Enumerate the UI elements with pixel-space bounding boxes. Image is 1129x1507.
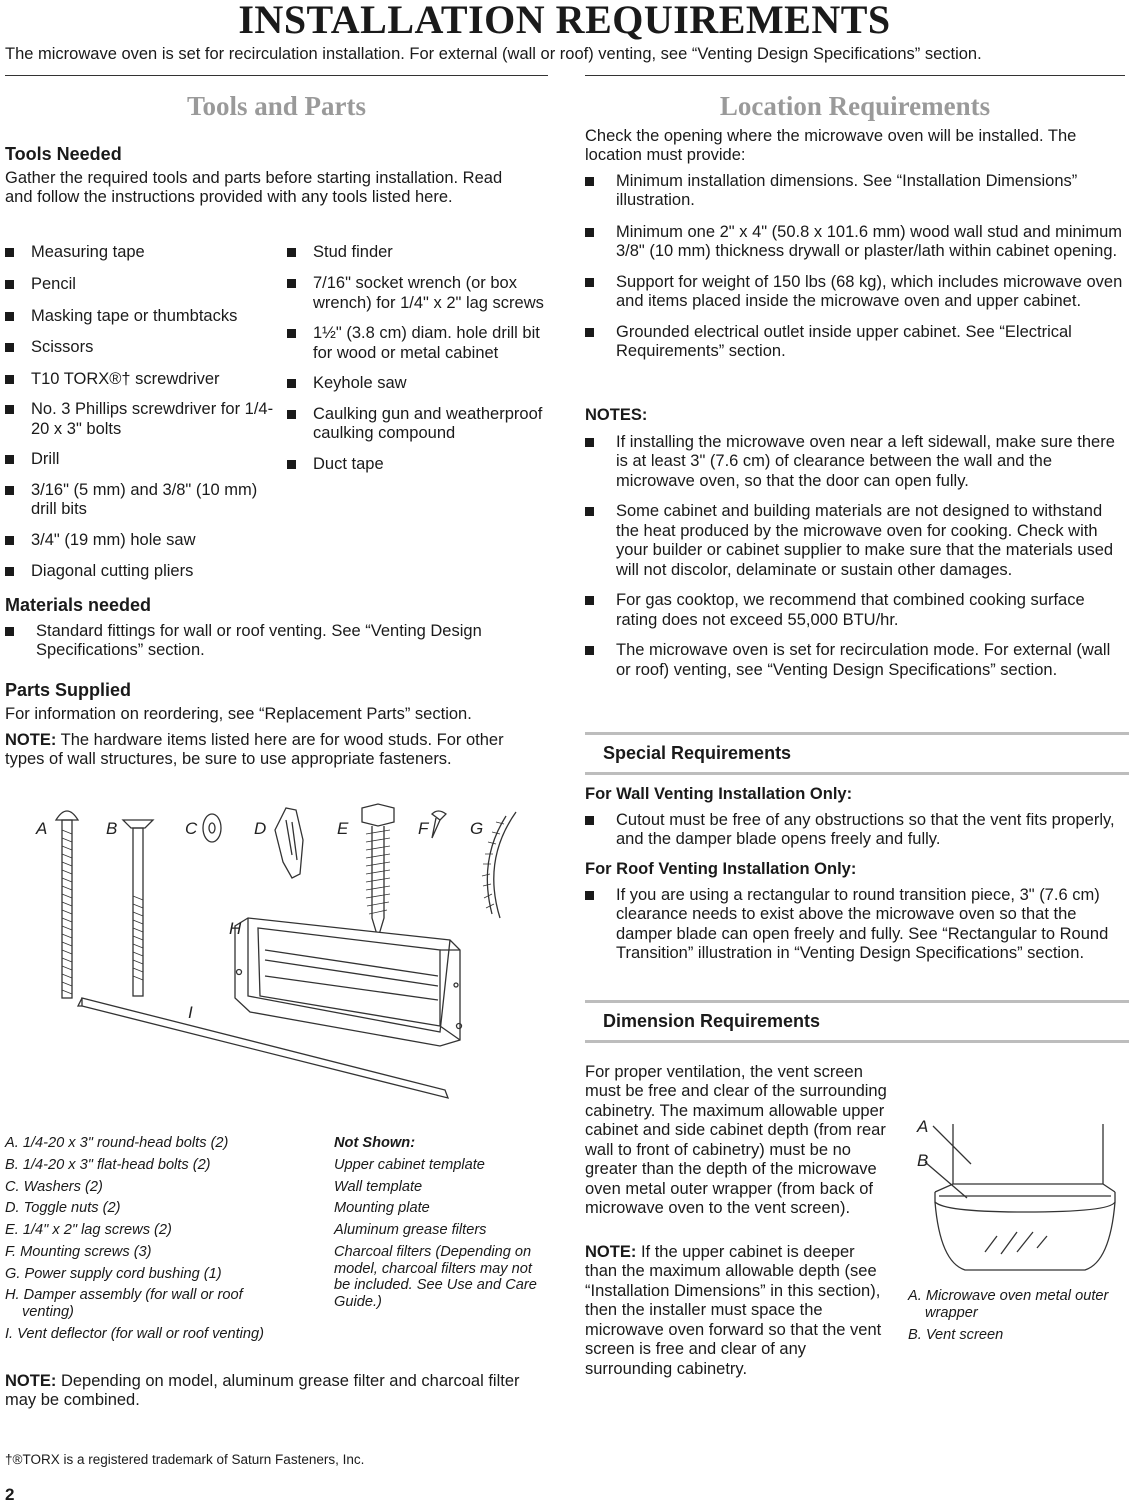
footnote: †®TORX is a registered trademark of Saturn Fasteners, Inc. — [5, 1452, 365, 1467]
fig-letter-d: D — [254, 819, 267, 838]
legend-item: D. Toggle nuts (2) — [5, 1200, 121, 1217]
legend-item: B. 1/4-20 x 3" flat-head bolts (2) — [5, 1156, 211, 1173]
note-label: NOTE: — [585, 1243, 637, 1261]
wall-venting-list — [585, 811, 1127, 861]
legend-item: A. Microwave oven metal outer wrapper — [908, 1288, 1109, 1321]
list-item: Drill — [5, 450, 275, 469]
fig-letter-h: H — [229, 919, 242, 938]
parts-note — [5, 731, 535, 770]
page-title: INSTALLATION REQUIREMENTS — [238, 0, 891, 42]
list-item: Grounded electrical outlet inside upper cabinet. See “Electrical Requirements” section. — [585, 323, 1127, 362]
not-shown-title: Not Shown: — [334, 1135, 416, 1151]
fig-letter-e: E — [337, 819, 349, 838]
legend-item: B. Vent screen — [908, 1326, 1004, 1343]
dimension-legend — [908, 1288, 1123, 1343]
tools-list-col2 — [287, 243, 549, 485]
note-label: NOTE: — [5, 1372, 57, 1390]
list-item: The microwave oven is set for recirculation mode. For external (wall or roof) venting, see “Venting Design Specifications” section. — [585, 641, 1127, 680]
list-item: Masking tape or thumbtacks — [5, 307, 275, 326]
parts-note-2 — [5, 1372, 548, 1411]
microwave-illustration — [905, 1112, 1125, 1282]
list-item: No. 3 Phillips screwdriver for 1/4-20 x 3" bolts — [5, 400, 275, 439]
list-item: Minimum one 2" x 4" (50.8 x 101.6 mm) wood wall stud and minimum 3/8" (10 mm) thickness drywall or plaster/lath within cabinet opening. — [585, 223, 1127, 262]
dimension-note — [585, 1243, 890, 1379]
legend-item: A. 1/4-20 x 3" round-head bolts (2) — [5, 1135, 229, 1151]
list-item: 3/4" (19 mm) hole saw — [5, 531, 275, 550]
legend-item: Aluminum grease filters — [334, 1222, 487, 1239]
legend-item: F. Mounting screws (3) — [5, 1243, 152, 1260]
parts-text: For information on reordering, see “Replacement Parts” section. — [5, 705, 472, 723]
dimension-requirements-bar: Dimension Requirements — [585, 1000, 1129, 1043]
legend-item: Charcoal filters (Depending on model, charcoal filters may not be included. See Use and Care Guide.) — [334, 1243, 537, 1311]
notes-title: NOTES: — [585, 406, 648, 424]
fig-letter-a: A — [36, 819, 48, 838]
list-item: Measuring tape — [5, 243, 275, 262]
parts-illustration — [20, 800, 540, 1120]
list-item: Caulking gun and weatherproof caulking compound — [287, 405, 549, 444]
legend-item: Mounting plate — [334, 1200, 430, 1217]
fig-letter-g: G — [470, 819, 484, 838]
fig-letter-b: B — [917, 1151, 929, 1170]
tools-needed-text: Gather the required tools and parts before starting installation. Read and follow the instructions provided with any tools listed here. — [5, 169, 503, 207]
list-item: Support for weight of 150 lbs (68 kg), which includes microwave oven and items placed inside the microwave oven and upper cabinet. — [585, 273, 1127, 312]
list-item: If you are using a rectangular to round transition piece, 3" (7.6 cm) clearance needs to exist above the microwave oven so that the damper blade can open freely and fully. See “Rectangular to Round Transition” illustration in “Venting Design Specifications” section. — [585, 886, 1127, 964]
list-item: 1½" (3.8 cm) diam. hole drill bit for wood or metal cabinet — [287, 324, 549, 363]
notes-list — [585, 433, 1127, 691]
location-intro: Check the opening where the microwave oven will be installed. The location must provide: — [585, 127, 1077, 165]
parts-title: Parts Supplied — [5, 680, 132, 700]
fig-letter-c: C — [185, 819, 198, 838]
legend-item: C. Washers (2) — [5, 1178, 103, 1195]
list-item: Minimum installation dimensions. See “Installation Dimensions” illustration. — [585, 172, 1127, 211]
note-label: NOTE: — [5, 731, 57, 749]
list-item: For gas cooktop, we recommend that combined cooking surface rating does not exceed 55,000 BTU/hr. — [585, 591, 1127, 630]
legend-item: G. Power supply cord bushing (1) — [5, 1265, 222, 1282]
legend-item: Upper cabinet template — [334, 1156, 485, 1173]
list-item: Stud finder — [287, 243, 549, 262]
roof-venting-list — [585, 886, 1127, 975]
list-item: Pencil — [5, 275, 275, 294]
legend-item: E. 1/4" x 2" lag screws (2) — [5, 1222, 172, 1239]
tools-needed-title: Tools Needed — [5, 144, 122, 164]
list-item: Duct tape — [287, 455, 549, 474]
tools-list-col1 — [5, 243, 275, 593]
list-item: Scissors — [5, 338, 275, 357]
note-text: The hardware items listed here are for wood studs. For other types of wall structures, be sure to use appropriate fasteners. — [5, 731, 504, 769]
legend-item: Wall template — [334, 1178, 423, 1195]
tools-heading: Tools and Parts — [186, 91, 367, 121]
parts-legend — [5, 1135, 305, 1343]
fig-letter-i: I — [188, 1003, 193, 1022]
list-item: 3/16" (5 mm) and 3/8" (10 mm) drill bits — [5, 481, 275, 520]
list-item: Cutout must be free of any obstructions so that the vent fits properly, and the damper blade opens freely and fully. — [585, 811, 1127, 850]
left-rule — [5, 75, 548, 76]
wall-venting-title: For Wall Venting Installation Only: — [585, 785, 853, 803]
not-shown-legend — [334, 1135, 544, 1311]
legend-item: H. Damper assembly (for wall or roof venting) — [5, 1287, 243, 1321]
roof-venting-title: For Roof Venting Installation Only: — [585, 860, 857, 878]
list-item: 7/16" socket wrench (or box wrench) for 1/4" x 2" lag screws — [287, 274, 549, 313]
list-item: Diagonal cutting pliers — [5, 562, 275, 581]
list-item: T10 TORX®† screwdriver — [5, 370, 275, 389]
list-item: Some cabinet and building materials are not designed to withstand the heat produced by the microwave oven for cooking. Check with your builder or cabinet supplier to make sure that the materials used will not discolor, delaminate or sustain other damages. — [585, 502, 1127, 580]
list-item: If installing the microwave oven near a left sidewall, make sure there is at least 3" (7.6 cm) of clearance between the wall and the microwave oven, so that the door can open fully. — [585, 433, 1127, 491]
materials-title: Materials needed — [5, 595, 152, 615]
legend-item: I. Vent deflector (for wall or roof venting) — [5, 1326, 265, 1343]
fig-letter-b: B — [106, 819, 118, 838]
note-text: Depending on model, aluminum grease filter and charcoal filter may be combined. — [5, 1372, 520, 1410]
fig-letter-f: F — [418, 819, 429, 838]
list-item: Keyhole saw — [287, 374, 549, 393]
intro-text: The microwave oven is set for recirculation installation. For external (wall or roof) venting, see “Venting Design Specifications” section. — [5, 45, 982, 63]
location-heading: Location Requirements — [719, 91, 991, 121]
list-item: Standard fittings for wall or roof venting. See “Venting Design Specifications” section. — [5, 622, 548, 661]
note-text: If the upper cabinet is deeper than the maximum allowable depth (see “Installation Dimensions” in this section), then the installer must space the microwave oven forward so that the vent screen is free and clear of any surrounding cabinetry. — [585, 1243, 882, 1378]
location-list — [585, 172, 1127, 373]
materials-list — [5, 622, 548, 672]
page-number: 2 — [5, 1485, 15, 1504]
fig-letter-a: A — [917, 1117, 929, 1136]
right-rule — [585, 75, 1125, 76]
dimension-text: For proper ventilation, the vent screen must be free and clear of the surrounding cabinetry. The maximum allowable upper cabinet and side cabinet depth (from rear wall to front of cabinetry) must be no greater than the depth of the microwave oven metal outer wrapper (from back of microwave oven to the vent screen). — [585, 1063, 887, 1218]
special-requirements-bar: Special Requirements — [585, 732, 1129, 775]
